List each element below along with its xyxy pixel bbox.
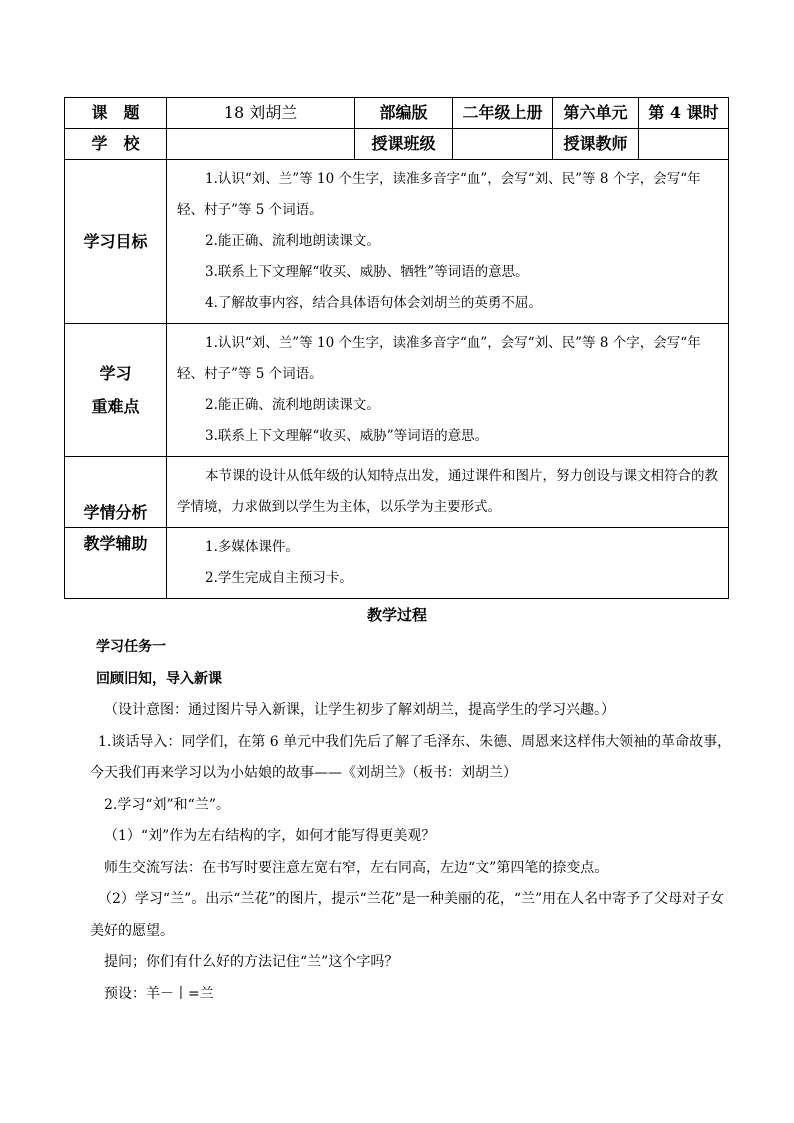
- process-paragraph: （2）学习“兰”。出示“兰花”的图片，提示“兰花”是一种美丽的花，“兰”用在人名中寄予了父母对子女美好的愿望。: [90, 891, 725, 939]
- grade: 二年级上册: [453, 98, 553, 129]
- task-title: 学习任务一: [96, 639, 166, 655]
- row-title: [65, 98, 729, 129]
- edition: 部编版: [355, 98, 453, 129]
- label-aids: 教学辅助: [65, 528, 167, 599]
- process-paragraph: 师生交流写法：在书写时要注意左宽右窄，左右同高，左边“文”第四笔的捺变点。: [104, 859, 609, 876]
- aids-content: [167, 528, 729, 599]
- label-key-points-line1: 学习: [99, 364, 132, 383]
- label-key-points-line2: 重难点: [91, 397, 140, 416]
- process-paragraph: 提问；你们有什么好的方法记住“兰”这个字吗？: [104, 954, 399, 970]
- unit: 第六单元: [553, 98, 639, 129]
- lesson-info-table: [64, 97, 729, 599]
- label-teacher: 授课教师: [553, 129, 639, 160]
- row-aids: [65, 528, 729, 599]
- row-analysis: [65, 457, 729, 528]
- process-title: 教学过程: [366, 606, 427, 624]
- period: 第 4 课时: [639, 98, 729, 129]
- row-key-points: [65, 324, 729, 457]
- label-course: 课 题: [65, 98, 167, 129]
- analysis-content: [167, 457, 729, 528]
- process-paragraph: （1）“刘”作为左右结构的字，如何才能写得更美观？: [104, 828, 436, 844]
- class-value: [453, 129, 553, 160]
- goals-content: [167, 160, 729, 324]
- goal-item: 1.认识“刘、兰”等 10 个生字，读准多音字“血”，会写“刘、民”等 8 个字，会写“年轻、村子”等 5 个词语。: [177, 171, 701, 218]
- goal-item: 2.能正确、流利地朗读课文。: [205, 233, 380, 249]
- key-point-item: 3.联系上下文理解“收买、威胁”等词语的意思。: [205, 428, 489, 444]
- process-body: [90, 632, 736, 1010]
- key-point-item: 2.能正确、流利地朗读课文。: [205, 397, 380, 413]
- label-class: 授课班级: [355, 129, 453, 160]
- row-goals: [65, 160, 729, 324]
- analysis-text: 本节课的设计从低年级的认知特点出发，通过课件和图片，努力创设与课文相符合的教学情境，力求做到以学生为主体，以乐学为主要形式。: [177, 468, 718, 515]
- label-analysis: 学情分析: [65, 457, 167, 528]
- key-point-item: 1.认识“刘、兰”等 10 个生字，读准多音字“血”，会写“刘、民”等 8 个字，会写“年轻、村子”等 5 个词语。: [177, 335, 701, 382]
- label-school: 学 校: [65, 129, 167, 160]
- lesson-name: 18 刘胡兰: [167, 98, 355, 129]
- school-value: [167, 129, 355, 160]
- aid-item: 2.学生完成自主预习卡。: [205, 570, 353, 586]
- process-paragraph: 1.谈话导入：同学们，在第 6 单元中我们先后了解了毛泽东、朱德、周恩来这样伟大领袖的革命故事，今天我们再来学习以为小姑娘的故事——《刘胡兰》（板书：刘胡兰）: [90, 733, 732, 781]
- process-paragraph: 2.学习“刘”和“兰”。: [104, 796, 230, 813]
- teacher-value: [639, 129, 729, 160]
- aid-item: 1.多媒体课件。: [205, 539, 299, 555]
- label-key-points: [65, 324, 167, 457]
- process-paragraph: （设计意图：通过图片导入新课，让学生初步了解刘胡兰，提高学生的学习兴趣。）: [104, 702, 615, 718]
- label-goals: 学习目标: [65, 160, 167, 324]
- goal-item: 3.联系上下文理解“收买、威胁、牺牲”等词语的意思。: [205, 264, 529, 280]
- task-subtitle: 回顾旧知，导入新课: [96, 670, 222, 687]
- key-points-content: [167, 324, 729, 457]
- goal-item: 4.了解故事内容，结合具体语句体会刘胡兰的英勇不屈。: [205, 295, 542, 311]
- process-paragraph: 预设：羊－丨=兰: [104, 985, 214, 1002]
- row-school: [65, 129, 729, 160]
